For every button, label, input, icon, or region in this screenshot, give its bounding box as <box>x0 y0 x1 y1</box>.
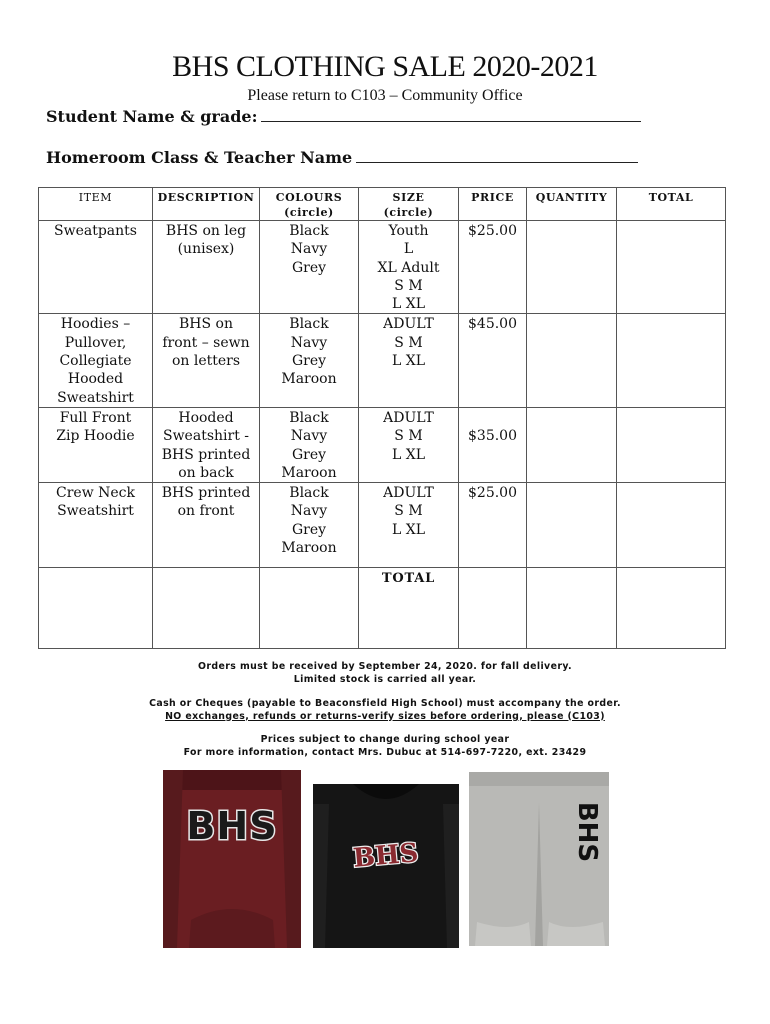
item-cell: Hoodies – Pullover, Collegiate Hooded Sweatshirt <box>39 314 153 407</box>
total-row <box>39 568 726 649</box>
colours-cell[interactable]: Black Navy Grey <box>260 221 359 314</box>
homeroom-field[interactable] <box>46 148 638 167</box>
size-cell[interactable]: ADULT S M L XL <box>359 314 459 407</box>
total-quantity-cell[interactable] <box>527 568 617 649</box>
bhs-logo-black: BHS <box>351 838 420 874</box>
header-price: PRICE <box>459 188 527 221</box>
empty-cell <box>260 568 359 649</box>
contact-text: For more information, contact Mrs. Dubuc at 514-697-7220, ext. 23429 <box>183 746 587 758</box>
header-description: DESCRIPTION <box>153 188 260 221</box>
colours-cell[interactable]: Black Navy Grey Maroon <box>260 483 359 568</box>
table-row <box>39 407 726 482</box>
description-cell: BHS printed on front <box>153 483 260 568</box>
homeroom-blank[interactable] <box>356 148 638 163</box>
page-title: BHS CLOTHING SALE 2020-2021 <box>172 50 598 83</box>
table-row <box>39 221 726 314</box>
empty-cell <box>39 568 153 649</box>
maroon-hoodie-photo <box>163 770 301 948</box>
price-cell: $45.00 <box>459 314 527 407</box>
order-table <box>38 187 726 649</box>
header-colours: COLOURS (circle) <box>260 188 359 221</box>
black-hoodie-photo <box>313 784 459 948</box>
grand-total-cell[interactable] <box>617 568 726 649</box>
empty-cell <box>153 568 260 649</box>
black-hoodie-image <box>313 784 459 948</box>
price-change-text: Prices subject to change during school year <box>260 734 510 745</box>
row-total-cell[interactable] <box>617 314 726 407</box>
colours-cell[interactable]: Black Navy Grey Maroon <box>260 314 359 407</box>
price-cell: $25.00 <box>459 483 527 568</box>
header-quantity: QUANTITY <box>527 188 617 221</box>
empty-cell <box>459 568 527 649</box>
header-size: SIZE (circle) <box>359 188 459 221</box>
student-name-field[interactable] <box>46 107 641 126</box>
header-item: ITEM <box>39 188 153 221</box>
payment-text: Cash or Cheques (payable to Beaconsfield High School) must accompany the order. <box>149 698 621 709</box>
contact-note <box>0 734 770 759</box>
table-row <box>39 314 726 407</box>
size-cell[interactable]: Youth L XL Adult S M L XL <box>359 221 459 314</box>
item-cell: Crew Neck Sweatshirt <box>39 483 153 568</box>
student-name-blank[interactable] <box>261 107 641 122</box>
student-name-label: Student Name & grade: <box>46 107 258 126</box>
description-cell: BHS on leg (unisex) <box>153 221 260 314</box>
deadline-text: Orders must be received by September 24, 2020. for fall delivery. <box>198 661 572 672</box>
quantity-cell[interactable] <box>527 314 617 407</box>
quantity-cell[interactable] <box>527 407 617 482</box>
delivery-note <box>0 661 770 686</box>
quantity-cell[interactable] <box>527 483 617 568</box>
row-total-cell[interactable] <box>617 221 726 314</box>
bhs-logo-maroon: BHS <box>186 804 278 848</box>
price-cell: $25.00 <box>459 221 527 314</box>
exchange-policy-text: NO exchanges, refunds or returns-verify sizes before ordering, please (C103) <box>165 710 605 722</box>
description-cell: Hooded Sweatshirt - BHS printed on back <box>153 407 260 482</box>
homeroom-label: Homeroom Class & Teacher Name <box>46 148 353 167</box>
row-total-cell[interactable] <box>617 483 726 568</box>
stock-text: Limited stock is carried all year. <box>293 673 477 685</box>
description-cell: BHS on front – sewn on letters <box>153 314 260 407</box>
maroon-hoodie-image <box>163 770 301 948</box>
total-label: TOTAL <box>359 568 459 649</box>
page-subtitle: Please return to C103 – Community Office <box>247 87 523 104</box>
grey-sweatpants-image <box>469 772 609 946</box>
payment-note <box>0 698 770 723</box>
quantity-cell[interactable] <box>527 221 617 314</box>
item-cell: Full Front Zip Hoodie <box>39 407 153 482</box>
price-cell: $35.00 <box>459 407 527 482</box>
row-total-cell[interactable] <box>617 407 726 482</box>
size-cell[interactable]: ADULT S M L XL <box>359 483 459 568</box>
colours-cell[interactable]: Black Navy Grey Maroon <box>260 407 359 482</box>
table-header-row <box>39 188 726 221</box>
size-cell[interactable]: ADULT S M L XL <box>359 407 459 482</box>
header-total: TOTAL <box>617 188 726 221</box>
bhs-logo-grey: BHS <box>572 801 602 863</box>
table-row <box>39 483 726 568</box>
item-cell: Sweatpants <box>39 221 153 314</box>
grey-sweatpants-photo <box>469 772 609 946</box>
